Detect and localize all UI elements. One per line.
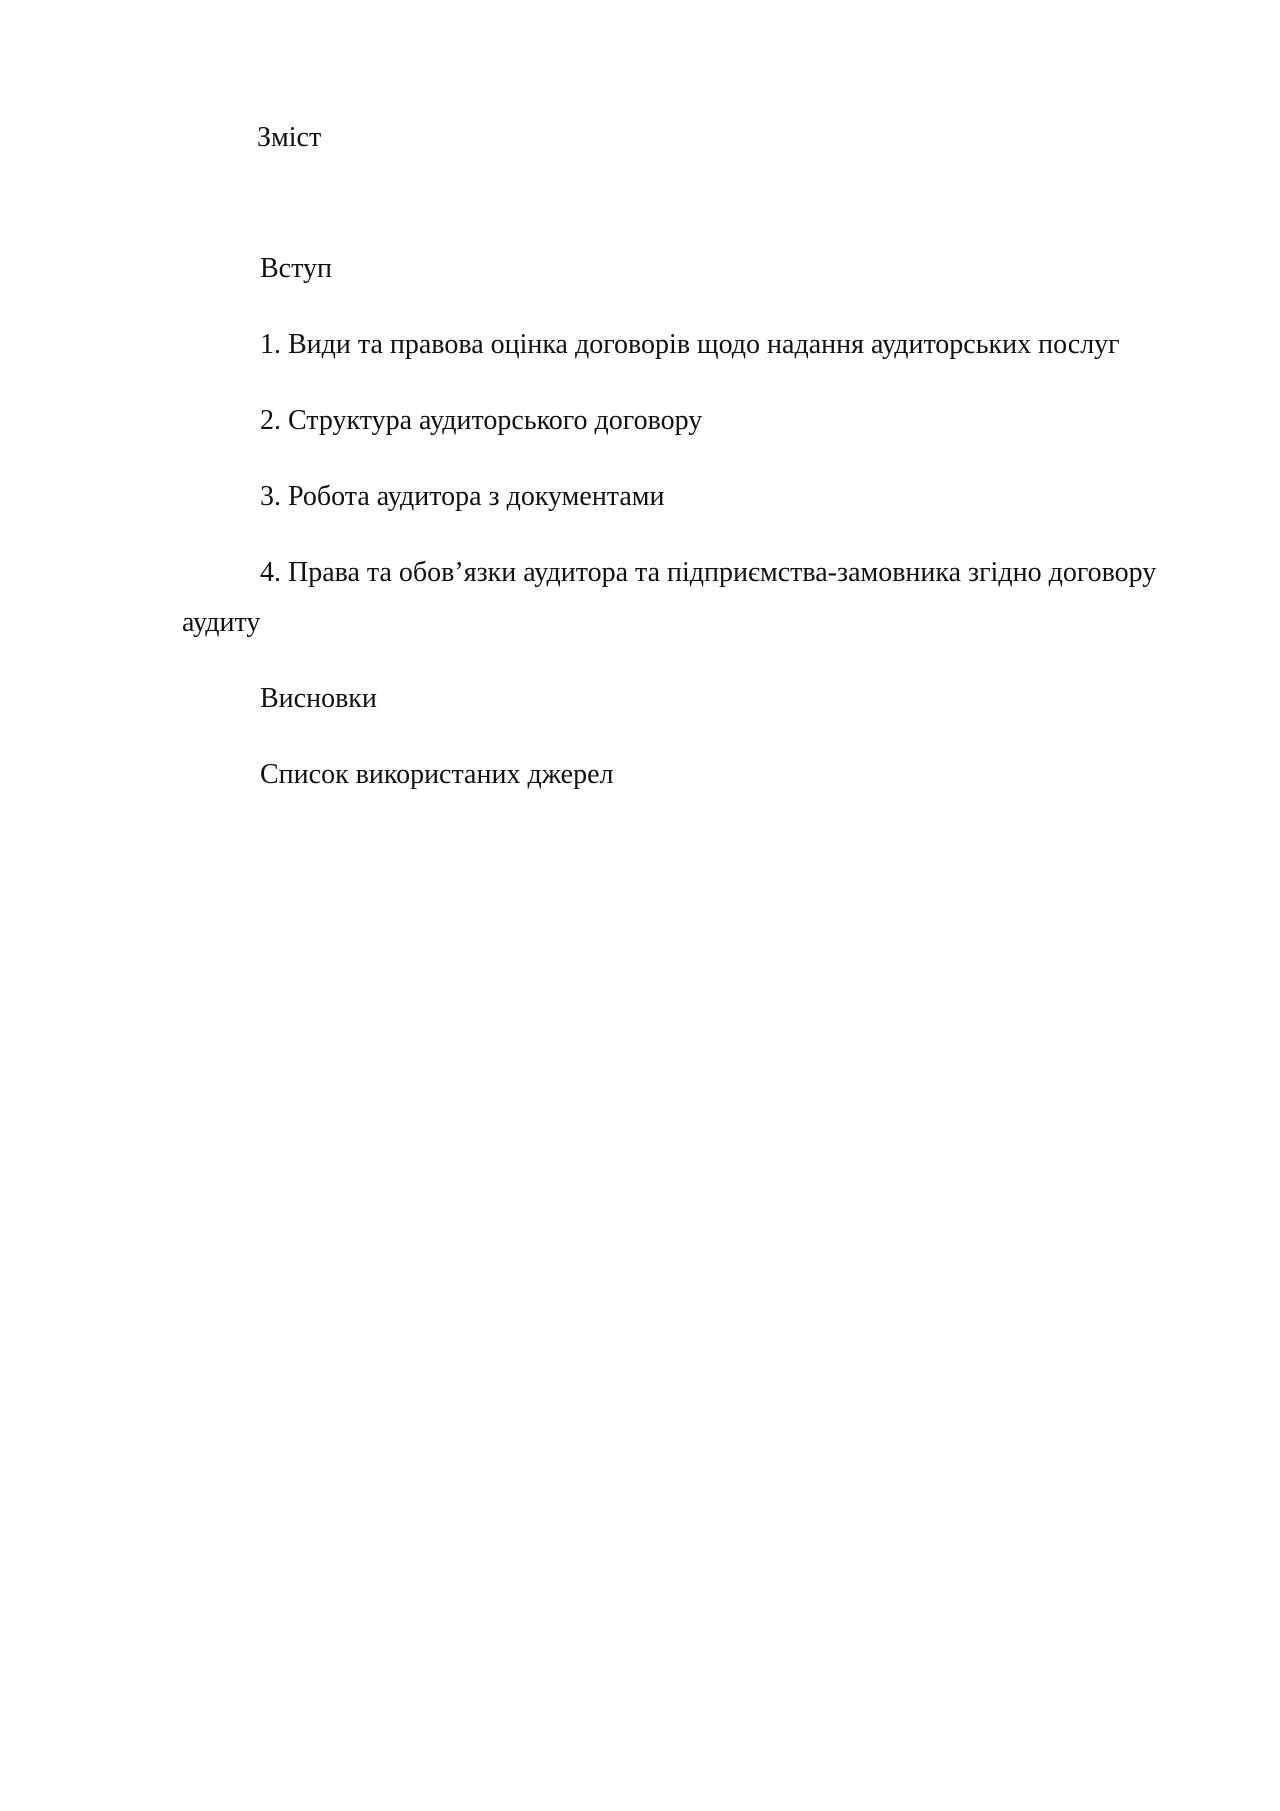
toc-item-section-4: 4. Права та обов’язки аудитора та підприємства-замовника згідно договору аудиту: [182, 557, 1157, 638]
toc-item-section-1: 1. Види та правова оцінка договорів щодо надання аудиторських послуг: [260, 329, 1120, 360]
toc-item-section-3: 3. Робота аудитора з документами: [260, 481, 665, 512]
toc-item-conclusions: Висновки: [260, 683, 377, 714]
toc-item-intro: Вступ: [260, 253, 332, 284]
toc-item-section-2: 2. Структура аудиторського договору: [260, 405, 703, 436]
toc-title: Зміст: [257, 122, 322, 153]
toc-list: [182, 244, 1192, 826]
toc-item-references: Список використаних джерел: [260, 759, 614, 790]
